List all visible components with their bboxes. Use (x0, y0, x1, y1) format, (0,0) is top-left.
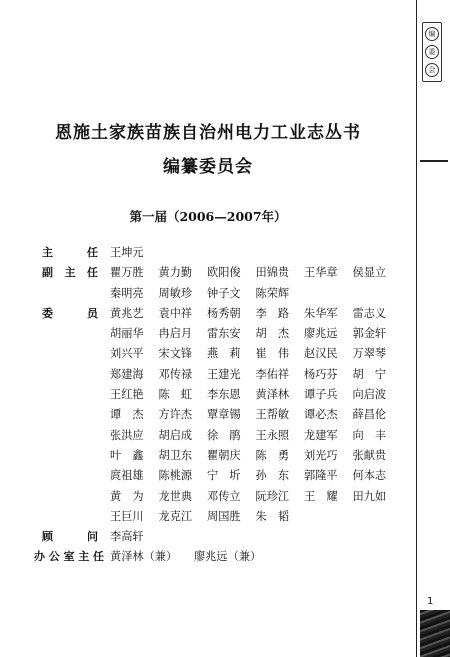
member-name: 胡启成 (158, 428, 193, 442)
member-name: 龙克江 (158, 509, 193, 523)
member-name: 谭子兵 (304, 388, 338, 402)
roster-row (34, 365, 414, 385)
member-name: 向 丰 (352, 428, 387, 442)
member-name: 薛昌伦 (352, 408, 387, 422)
roster-names (110, 507, 304, 527)
member-name: 周国胜 (207, 509, 241, 523)
margin-tick (420, 160, 448, 162)
member-name: 李 路 (255, 306, 290, 320)
member-name: 胡卫东 (158, 448, 193, 462)
member-name: 谭必杰 (304, 408, 338, 422)
roster-names (110, 304, 401, 324)
roster-row (34, 527, 414, 547)
member-name: 袁中祥 (158, 306, 193, 320)
member-name: 田九如 (352, 489, 387, 503)
member-name: 王 耀 (304, 489, 338, 503)
roster-names (110, 263, 401, 283)
member-name: 雷志义 (352, 306, 387, 320)
member-name: 冉启月 (158, 327, 193, 341)
roster-names (110, 446, 401, 466)
side-mark: 委 (425, 45, 439, 59)
member-name: 瞿万胜 (110, 266, 144, 280)
member-name: 秦明亮 (110, 286, 144, 300)
roster-row (34, 547, 414, 567)
roster-row (34, 507, 414, 527)
member-name: 王红艳 (110, 388, 144, 402)
roster-row (34, 344, 414, 364)
member-name: 黄 为 (110, 489, 144, 503)
member-name: 万翠琴 (352, 347, 387, 361)
member-name: 侯显立 (352, 266, 387, 280)
member-name: 黄泽林 (255, 388, 290, 402)
member-name: 胡 杰 (255, 327, 290, 341)
member-name: 王永照 (255, 428, 290, 442)
member-name: 郑建海 (110, 367, 144, 381)
roster-names (110, 487, 401, 507)
member-name: 宁 圻 (207, 469, 241, 483)
member-name: 陈荣辉 (255, 286, 290, 300)
side-mark: 会 (425, 63, 439, 77)
member-name: 张献贵 (352, 448, 387, 462)
member-name: 覃章锡 (207, 408, 241, 422)
committee-title: 编纂委员会 (163, 157, 253, 177)
member-name: 郭金轩 (352, 327, 387, 341)
member-name: 杨巧芬 (304, 367, 338, 381)
member-name: 龙建军 (304, 428, 338, 442)
member-name: 胡 宁 (352, 367, 387, 381)
roster-names (110, 284, 304, 304)
roster-row (34, 466, 414, 486)
member-name: 龙世典 (158, 489, 193, 503)
roster-names (110, 243, 159, 263)
member-name: 陈 虹 (158, 388, 193, 402)
member-name: 雷东安 (207, 327, 241, 341)
member-name: 刘光巧 (304, 448, 338, 462)
roster-names (110, 466, 401, 486)
member-name: 徐 鹃 (207, 428, 241, 442)
member-name: 孙 东 (255, 469, 290, 483)
roster-names (110, 365, 401, 385)
member-name: 王帮敏 (255, 408, 290, 422)
member-name: 瞿朝庆 (207, 448, 241, 462)
roster-role: 顾 问 (42, 530, 98, 544)
roster-row (34, 405, 414, 425)
roster-row (34, 263, 414, 283)
member-name: 邓传禄 (158, 367, 193, 381)
book-series-title: 恩施土家族苗族自治州电力工业志丛书 (55, 123, 361, 143)
member-name: 庹祖雄 (110, 469, 144, 483)
member-name: 张洪应 (110, 428, 144, 442)
member-name: 钟子文 (207, 286, 241, 300)
member-name: 向启波 (352, 388, 387, 402)
roster-row (34, 426, 414, 446)
committee-term: 第一届（2006—2007年） (129, 209, 287, 224)
member-name: 王华章 (304, 266, 338, 280)
committee-roster (34, 243, 414, 568)
member-name: 叶 鑫 (110, 448, 144, 462)
margin-rule (416, 0, 417, 657)
member-name: 黄泽林（兼） (110, 550, 178, 564)
member-name: 李高轩 (110, 530, 144, 544)
roster-row (34, 487, 414, 507)
roster-row (34, 324, 414, 344)
roster-role: 主 任 (42, 246, 98, 259)
member-name: 周敏珍 (158, 286, 193, 300)
member-name: 陈桃源 (158, 469, 193, 483)
roster-names (110, 344, 401, 364)
member-name: 黄力勤 (158, 266, 193, 280)
roster-names (110, 426, 401, 446)
member-name: 阮珍江 (255, 489, 290, 503)
member-name: 邓传立 (207, 489, 241, 503)
member-name: 胡丽华 (110, 327, 144, 341)
member-name: 王巨川 (110, 509, 144, 523)
member-name: 何本志 (352, 469, 387, 483)
member-name: 廖兆远（兼） (194, 550, 262, 564)
roster-names (110, 385, 401, 405)
member-name: 欧阳俊 (207, 266, 241, 280)
roster-row (34, 446, 414, 466)
member-name: 杨秀朝 (207, 306, 241, 320)
member-name: 郭隆平 (304, 469, 338, 483)
member-name: 谭 杰 (110, 408, 144, 422)
roster-names (110, 405, 401, 425)
member-name: 朱华军 (304, 306, 338, 320)
roster-row (34, 284, 414, 304)
member-name: 王坤元 (110, 246, 144, 259)
member-name: 黄兆艺 (110, 306, 144, 320)
member-name: 崔 伟 (255, 347, 290, 361)
roster-row (34, 243, 414, 263)
member-name: 朱 韬 (255, 509, 290, 523)
roster-role: 委 员 (42, 306, 98, 320)
member-name: 廖兆远 (304, 327, 338, 341)
roster-row (34, 304, 414, 324)
member-name: 陈 勇 (255, 448, 290, 462)
member-name: 刘兴平 (110, 347, 144, 361)
member-name: 方许杰 (158, 408, 193, 422)
side-mark: 编 (425, 27, 439, 41)
member-name: 田锦贵 (255, 266, 290, 280)
roster-role: 办公室主任 (34, 550, 104, 564)
member-name: 王建光 (207, 367, 241, 381)
member-name: 宋文锋 (158, 347, 193, 361)
roster-names (110, 547, 278, 567)
roster-role: 副主任 (42, 266, 98, 280)
scan-edge-strip (420, 610, 450, 657)
member-name: 赵汉民 (304, 347, 338, 361)
roster-names (110, 324, 401, 344)
side-label-box (422, 22, 442, 82)
member-name: 燕 莉 (207, 347, 241, 361)
page-number: 1 (427, 596, 434, 607)
member-name: 李佑祥 (255, 367, 290, 381)
member-name: 李东恩 (207, 388, 241, 402)
roster-row (34, 385, 414, 405)
roster-names (110, 527, 159, 547)
